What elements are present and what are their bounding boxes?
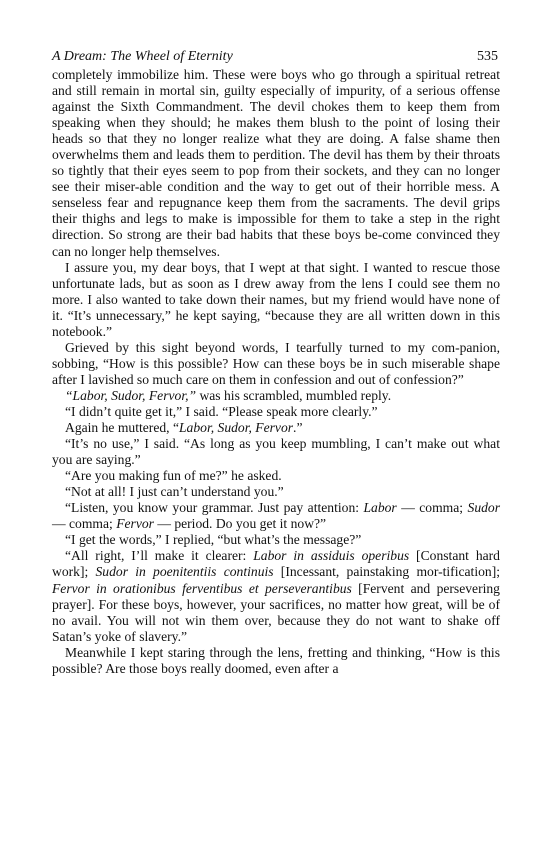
- book-page: [52, 49, 500, 677]
- text-run: Again he muttered, “: [65, 420, 179, 436]
- page-header: [52, 49, 500, 66]
- paragraph: [52, 388, 500, 404]
- text-run: [Constant hard work];: [52, 548, 500, 580]
- body-text: [52, 67, 500, 677]
- paragraph: [52, 548, 500, 644]
- paragraph: [52, 420, 500, 436]
- paragraph: [52, 645, 500, 677]
- page-number: 535: [477, 49, 498, 64]
- paragraph: [52, 500, 500, 532]
- text-run: Meanwhile I kept staring through the lens, fretting and thinking, “How is this possible? Are those boys really doomed, even after a: [52, 644, 500, 676]
- paragraph: [52, 404, 500, 420]
- italic-text: Fervor: [116, 516, 154, 532]
- text-run: “All right, I’ll make it clearer:: [65, 548, 254, 564]
- paragraph: [52, 532, 500, 548]
- italic-text: Fervor in orationibus ferventibus et perseverantibus: [52, 580, 352, 596]
- italic-text: Labor, Sudor, Fervor: [179, 420, 294, 436]
- paragraph: [52, 484, 500, 500]
- text-run: “I didn’t quite get it,” I said. “Please speak more clearly.”: [65, 403, 378, 419]
- italic-text: Labor in assiduis operibus: [253, 548, 410, 564]
- text-run: “I get the words,” I replied, “but what’s the message?”: [65, 532, 362, 548]
- text-run: “Are you making fun of me?” he asked.: [65, 468, 282, 484]
- italic-text: “Labor, Sudor, Fervor,”: [65, 387, 197, 403]
- paragraph: [52, 436, 500, 468]
- text-run: “Not at all! I just can’t understand you.”: [65, 484, 284, 500]
- text-run: “It’s no use,” I said. “As long as you keep mumbling, I can’t make out what you are saying.”: [52, 436, 500, 468]
- italic-text: Labor: [363, 500, 397, 516]
- text-run: — comma;: [52, 516, 117, 532]
- text-run: was his scrambled, mumbled reply.: [196, 387, 392, 403]
- text-run: — period. Do you get it now?”: [153, 516, 327, 532]
- text-run: Grieved by this sight beyond words, I tearfully turned to my com-panion, sobbing, “How is this possible? How can these boys be in such miserable shape after I lavished so much care on them in confession and out of confession?”: [52, 339, 500, 387]
- paragraph: [52, 260, 500, 340]
- paragraph: [52, 468, 500, 484]
- paragraph: [52, 340, 500, 388]
- italic-text: Sudor: [467, 500, 500, 516]
- text-run: completely immobilize him. These were boys who go through a spiritual retreat and still remain in mortal sin, guilty especially of impurity, of a serious offense against the Sixth Commandment. The devil chokes them to keep them from speaking when they should; he makes them blush to the point of losing their heads so that they no longer realize what they are doing. A false shame then overwhelms them and leads them to perdition. The devil has them by their throats so tightly that their eyes seem to pop from their sockets, and they can no longer see their miser-able condition and the way to get out of their horrible mess. A senseless fear and repugnance keep them from the sacraments. The devil grips their thighs and legs to make is impossible for them to take a step in the right direction. So strong are their bad habits that these boys be-come convinced they can no longer help themselves.: [52, 67, 500, 259]
- running-head: A Dream: The Wheel of Eternity: [52, 49, 233, 64]
- text-run: [Incessant, painstaking mor-tification];: [273, 564, 500, 580]
- paragraph: [52, 67, 500, 260]
- text-run: “Listen, you know your grammar. Just pay attention:: [65, 500, 364, 516]
- text-run: — comma;: [396, 500, 468, 516]
- text-run: .”: [293, 420, 303, 436]
- text-run: [Fervent and persevering prayer]. For these boys, however, your sacrifices, no matter how great, will be of no avail. You will not win them over, because they do not want to shake off Satan’s yoke of slavery.”: [52, 580, 500, 644]
- text-run: I assure you, my dear boys, that I wept at that sight. I wanted to rescue those unfortunate lads, but as soon as I drew away from the lens I could see them no more. I also wanted to take down their names, but my friend would have none of it. “It’s unnecessary,” he kept saying, “because they are all written down in this notebook.”: [52, 259, 500, 339]
- italic-text: Sudor in poenitentiis continuis: [95, 564, 274, 580]
